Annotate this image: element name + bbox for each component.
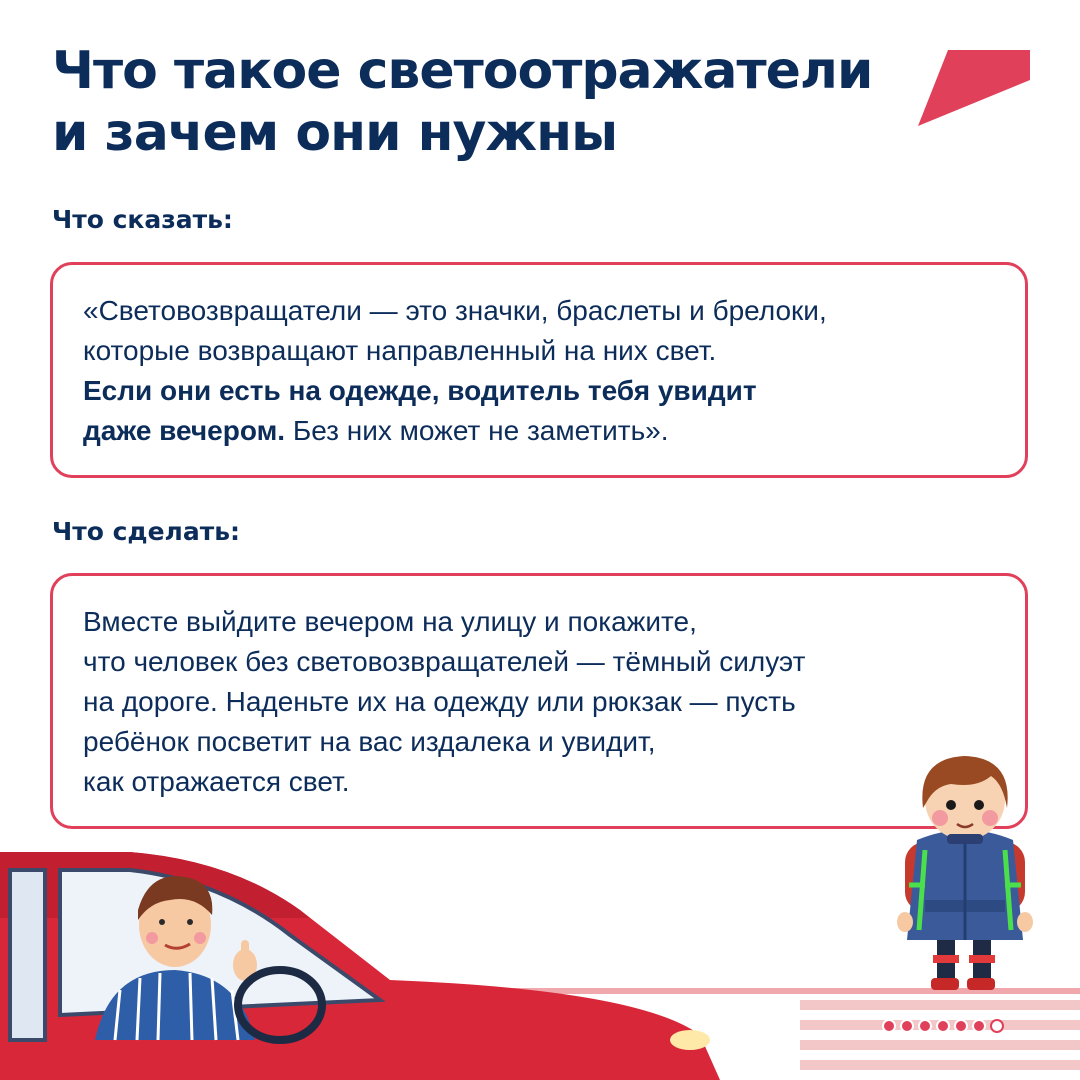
title-line-1: Что такое светоотражатели xyxy=(52,41,873,101)
pagination-dot[interactable] xyxy=(972,1019,986,1033)
pagination-dot[interactable] xyxy=(954,1019,968,1033)
crosswalk-stripes xyxy=(800,1000,1080,1070)
say-line-4 xyxy=(83,411,995,451)
say-label: Что сказать: xyxy=(52,205,233,234)
say-card xyxy=(50,262,1028,478)
pagination-dot[interactable] xyxy=(882,1019,896,1033)
say-line-2: которые возвращают направленный на них свет. xyxy=(83,335,717,366)
pagination-dot[interactable] xyxy=(990,1019,1004,1033)
pagination-dot[interactable] xyxy=(918,1019,932,1033)
do-card xyxy=(50,573,1028,829)
pagination-dot[interactable] xyxy=(936,1019,950,1033)
do-line-2: что человек без световозвращателей — тёмный силуэт xyxy=(83,646,806,677)
do-label: Что сделать: xyxy=(52,517,241,546)
red-flag-decoration xyxy=(918,50,1030,126)
say-line-4-bold: даже вечером. xyxy=(83,415,286,446)
do-line-5: как отражается свет. xyxy=(83,766,350,797)
page-title xyxy=(52,40,872,164)
say-line-1: «Световозвращатели — это значки, браслеты и брелоки, xyxy=(83,295,827,326)
title-line-2: и зачем они нужны xyxy=(52,103,618,163)
pagination-dot[interactable] xyxy=(900,1019,914,1033)
do-line-3: на дороге. Наденьте их на одежду или рюкзак — пусть xyxy=(83,686,796,717)
say-line-3: Если они есть на одежде, водитель тебя увидит xyxy=(83,375,757,406)
do-line-4: ребёнок посветит на вас издалека и увидит, xyxy=(83,726,656,757)
pagination-dots xyxy=(882,1019,1004,1033)
do-line-1: Вместе выйдите вечером на улицу и покажите, xyxy=(83,606,697,637)
say-line-4-rest: Без них может не заметить». xyxy=(285,415,669,446)
child-illustration xyxy=(895,750,1035,995)
